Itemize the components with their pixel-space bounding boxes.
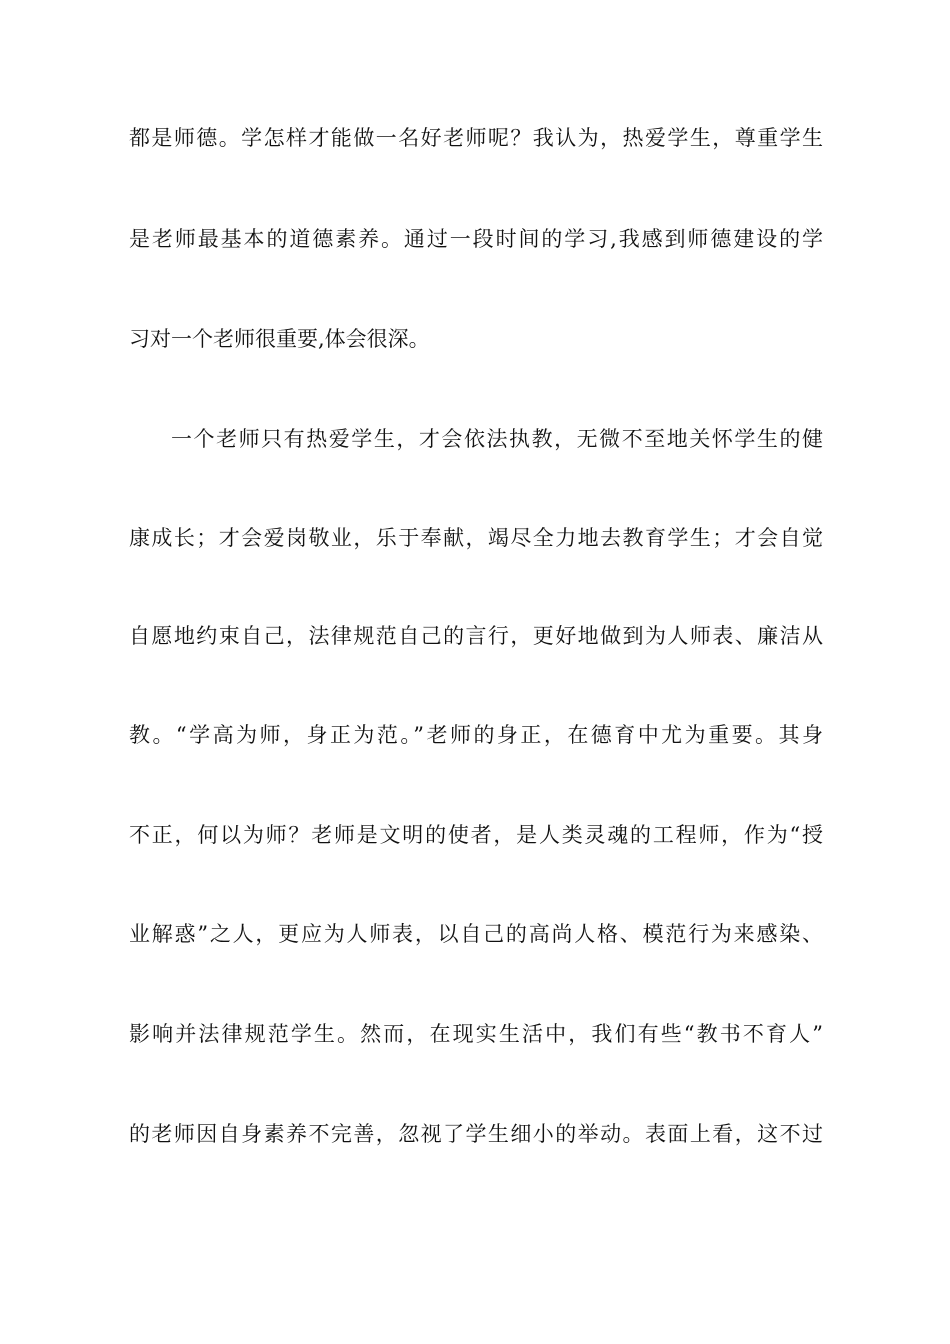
text-line: 的老师因自身素养不完善，忽视了学生细小的举动。表面上看，这不过: [129, 1122, 823, 1146]
text-line: 是老师最基本的道德素养。通过一段时间的学习,我感到师德建设的学: [129, 227, 823, 251]
paragraph-first-line: 一个老师只有热爱学生，才会依法执教，无微不至地关怀学生的健: [171, 427, 823, 451]
text-line: 都是师德。学怎样才能做一名好老师呢？我认为，热爱学生，尊重学生: [129, 126, 823, 150]
text-line: 自愿地约束自己，法律规范自己的言行，更好地做到为人师表、廉洁从: [129, 624, 823, 648]
text-line: 不正，何以为师？老师是文明的使者，是人类灵魂的工程师，作为“授: [129, 823, 823, 847]
text-line: 习对一个老师很重要,体会很深。: [129, 327, 430, 351]
text-line: 教。“学高为师，身正为范。”老师的身正，在德育中尤为重要。其身: [129, 723, 823, 747]
text-line: 康成长；才会爱岗敬业，乐于奉献，竭尽全力地去教育学生；才会自觉: [129, 526, 823, 550]
text-line: 影响并法律规范学生。然而，在现实生活中，我们有些“教书不育人”: [129, 1022, 823, 1046]
text-line: 业解惑”之人，更应为人师表，以自己的高尚人格、模范行为来感染、: [129, 922, 823, 946]
